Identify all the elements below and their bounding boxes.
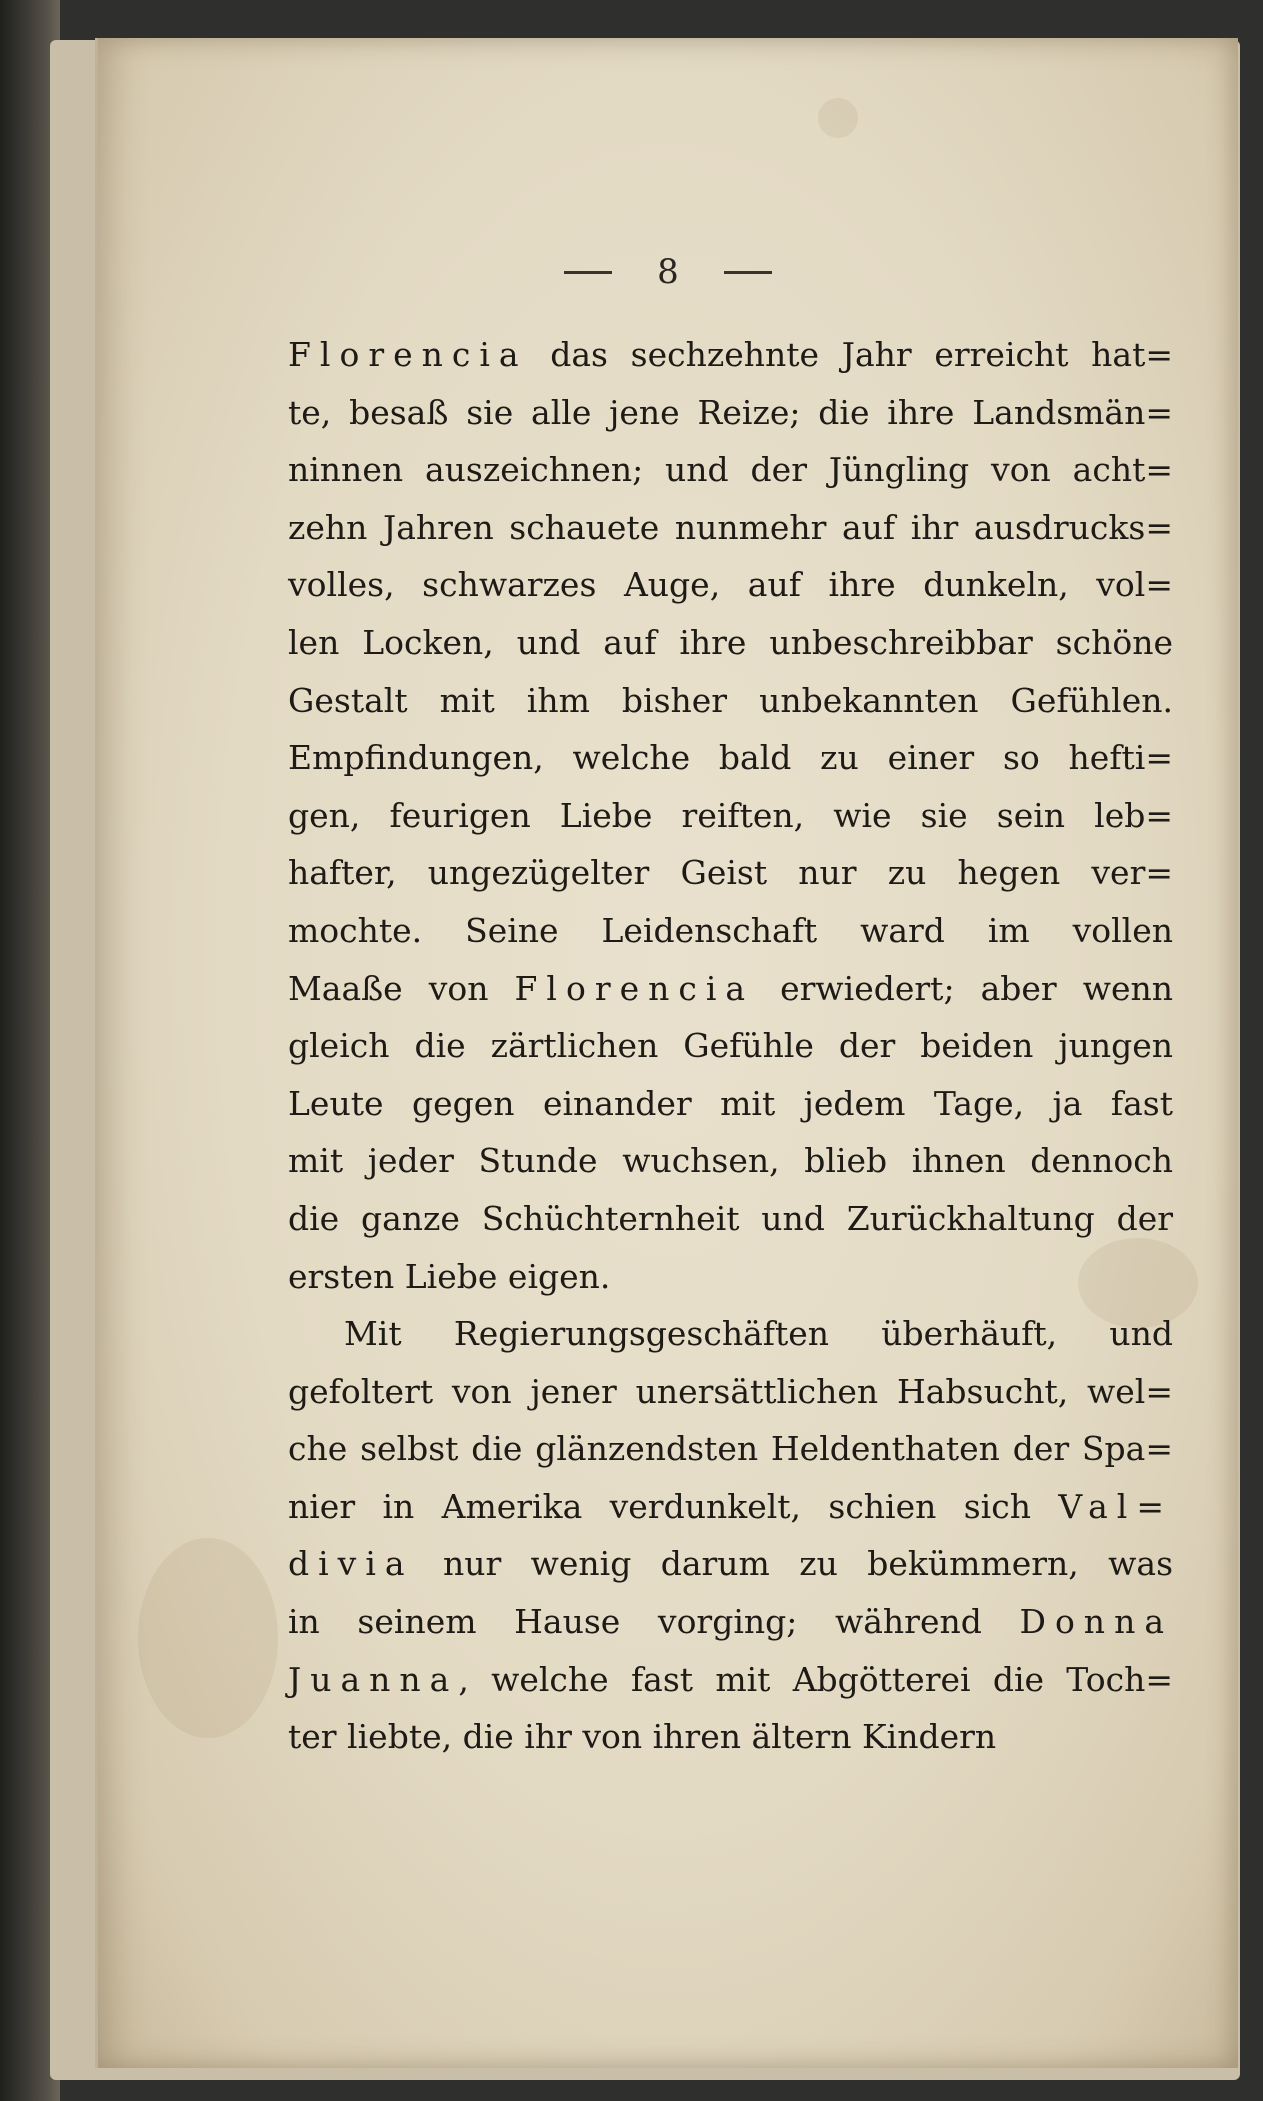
text-line — [288, 441, 1173, 499]
text-line — [288, 556, 1173, 614]
paper-stain — [138, 1538, 278, 1738]
text-segment: ter liebte, die ihr von ihren ältern Kindern — [288, 1717, 997, 1757]
text-line — [288, 499, 1173, 557]
text-segment: erwiedert; aber wenn — [754, 968, 1173, 1008]
text-segment: nier in Amerika verdunkelt, schien sich — [288, 1486, 1059, 1526]
text-line — [288, 1420, 1173, 1478]
text-segment: ninnen auszeichnen; und der Jüngling von acht= — [288, 450, 1173, 490]
text-segment: che selbst die glänzendsten Heldenthaten der Spa= — [288, 1429, 1173, 1469]
text-segment: te, besaß sie alle jene Reize; die ihre Landsmän= — [288, 392, 1173, 432]
text-line — [288, 1305, 1173, 1363]
text-line — [288, 787, 1173, 845]
body-text — [288, 326, 1173, 1766]
text-line — [288, 1708, 1173, 1766]
text-segment: Mit Regierungsgeschäften überhäuft, und — [344, 1314, 1173, 1354]
text-segment: gleich die zärtlichen Gefühle der beiden jungen — [288, 1026, 1173, 1066]
name-emphasis: Florencia — [514, 968, 755, 1008]
text-line — [288, 1190, 1173, 1248]
text-line — [288, 1478, 1173, 1536]
text-segment: Maaße von — [288, 968, 515, 1008]
text-line — [288, 1363, 1173, 1421]
text-line — [288, 1651, 1173, 1709]
name-emphasis: Florencia — [288, 335, 528, 374]
book-page — [95, 38, 1238, 2068]
text-segment: hafter, ungezügelter Geist nur zu hegen ver= — [288, 853, 1173, 893]
text-segment: mochte. Seine Leidenschaft ward im vollen — [288, 910, 1173, 950]
text-segment: in seinem Hause vorging; während — [288, 1602, 1020, 1642]
text-line — [288, 1593, 1173, 1651]
text-segment: , welche fast mit Abgötterei die Toch= — [458, 1659, 1173, 1699]
text-line — [288, 1248, 1173, 1306]
text-segment: gen, feurigen Liebe reiften, wie sie sein leb= — [288, 795, 1173, 835]
text-segment: mit jeder Stunde wuchsen, blieb ihnen dennoch — [288, 1141, 1173, 1181]
page-header — [98, 250, 1238, 292]
text-segment: Empfindungen, welche bald zu einer so hefti= — [288, 738, 1173, 778]
text-segment: ersten Liebe eigen. — [288, 1256, 611, 1296]
page-number: 8 — [657, 252, 679, 292]
text-segment: len Locken, und auf ihre unbeschreibbar schöne — [288, 622, 1173, 662]
text-segment: nur wenig darum zu bekümmern, was — [413, 1544, 1173, 1584]
text-line — [288, 902, 1173, 960]
header-dash-left — [564, 271, 612, 274]
text-line — [288, 384, 1173, 442]
text-line — [288, 1075, 1173, 1133]
text-line — [288, 672, 1173, 730]
text-segment: die ganze Schüchternheit und Zurückhaltung der — [288, 1198, 1173, 1238]
text-segment: gefoltert von jener unersättlichen Habsucht, wel= — [288, 1371, 1173, 1411]
text-segment: das sechzehnte Jahr erreicht hat= — [527, 335, 1173, 374]
text-line — [288, 844, 1173, 902]
text-line — [288, 614, 1173, 672]
text-line — [288, 1132, 1173, 1190]
text-line — [288, 1535, 1173, 1593]
name-emphasis: Juanna — [288, 1659, 459, 1699]
text-line — [288, 729, 1173, 787]
name-emphasis: Val= — [1058, 1486, 1173, 1526]
text-segment: zehn Jahren schauete nunmehr auf ihr ausdrucks= — [288, 507, 1173, 547]
name-emphasis: Donna — [1019, 1602, 1173, 1642]
header-dash-right — [724, 271, 772, 274]
text-line — [288, 1017, 1173, 1075]
text-segment: Gestalt mit ihm bisher unbekannten Gefühlen. — [288, 680, 1173, 720]
paper-stain — [818, 98, 858, 138]
text-line — [288, 960, 1173, 1018]
text-line — [288, 326, 1173, 384]
text-segment: volles, schwarzes Auge, auf ihre dunkeln, vol= — [288, 565, 1173, 605]
name-emphasis: divia — [288, 1544, 414, 1584]
text-segment: Leute gegen einander mit jedem Tage, ja fast — [288, 1083, 1173, 1123]
